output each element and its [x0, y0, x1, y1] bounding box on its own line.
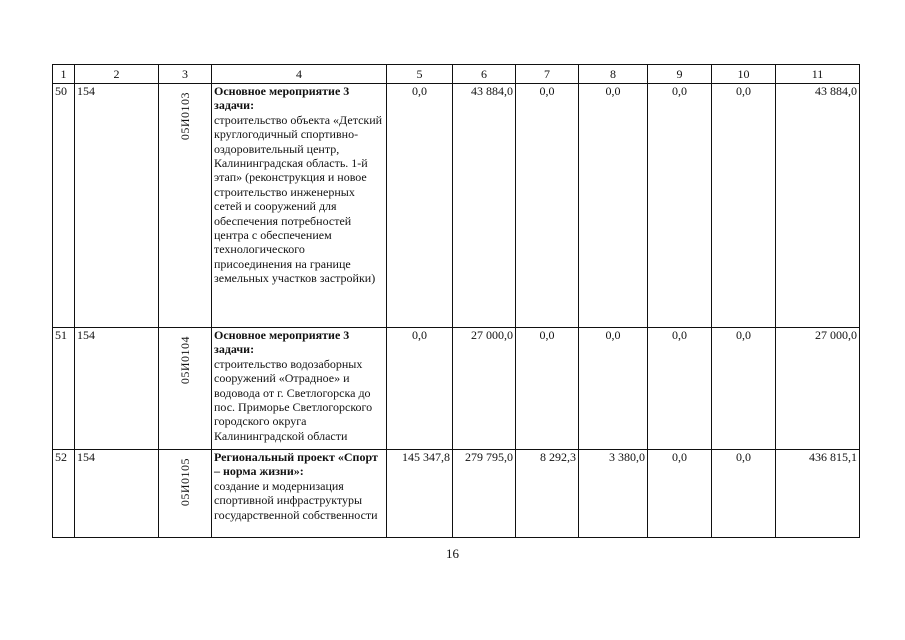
row-description-text: строительство водозаборных сооружений «Отрадное» и водовода от г. Светлогорска до пос. Приморье Светлогорского городского округа Калининградской области [214, 356, 373, 443]
row-code-cell [159, 328, 212, 450]
row-value: 0,0 [712, 450, 776, 538]
header-cell: 5 [387, 65, 453, 84]
row-description-title: Региональный проект «Спорт – норма жизни»: [214, 450, 378, 479]
row-value: 0,0 [516, 84, 579, 328]
row-value: 27 000,0 [776, 328, 860, 450]
row-description-text: создание и модернизация спортивной инфраструктуры государственной собственности [214, 478, 378, 522]
header-cell: 2 [75, 65, 159, 84]
header-cell: 7 [516, 65, 579, 84]
page-number: 16 [446, 546, 459, 561]
row-code: 05И0104 [177, 336, 192, 385]
row-value: 27 000,0 [453, 328, 516, 450]
row-code: 05И0105 [177, 458, 192, 507]
row-value: 0,0 [648, 84, 712, 328]
row-value: 279 795,0 [453, 450, 516, 538]
row-code-cell [159, 450, 212, 538]
row-number: 50 [53, 84, 75, 328]
header-cell: 1 [53, 65, 75, 84]
row-number: 52 [53, 450, 75, 538]
header-cell: 3 [159, 65, 212, 84]
row-value: 8 292,3 [516, 450, 579, 538]
header-cell: 10 [712, 65, 776, 84]
header-cell: 8 [579, 65, 648, 84]
header-cell: 9 [648, 65, 712, 84]
row-value: 43 884,0 [453, 84, 516, 328]
row-value: 436 815,1 [776, 450, 860, 538]
header-cell: 11 [776, 65, 860, 84]
row-value: 0,0 [579, 84, 648, 328]
table-row [53, 450, 860, 538]
row-value: 145 347,8 [387, 450, 453, 538]
budget-table [52, 64, 860, 538]
row-description [212, 84, 387, 328]
row-value: 43 884,0 [776, 84, 860, 328]
row-grbs: 154 [75, 328, 159, 450]
row-value: 0,0 [712, 84, 776, 328]
header-cell: 4 [212, 65, 387, 84]
row-value: 0,0 [648, 450, 712, 538]
row-description [212, 328, 387, 450]
row-code: 05И0103 [177, 92, 192, 141]
row-description-title: Основное мероприятие 3 задачи: [214, 328, 350, 357]
row-value: 0,0 [648, 328, 712, 450]
row-value: 0,0 [712, 328, 776, 450]
table-row [53, 84, 860, 328]
table-row [53, 328, 860, 450]
header-row [53, 65, 860, 84]
row-description [212, 450, 387, 538]
row-grbs: 154 [75, 450, 159, 538]
row-value: 3 380,0 [579, 450, 648, 538]
header-cell: 6 [453, 65, 516, 84]
row-value: 0,0 [387, 84, 453, 328]
row-value: 0,0 [516, 328, 579, 450]
row-value: 0,0 [387, 328, 453, 450]
row-value: 0,0 [579, 328, 648, 450]
row-grbs: 154 [75, 84, 159, 328]
row-code-cell [159, 84, 212, 328]
row-description-text: строительство объекта «Детский круглогодичный спортивно-оздоровительный центр, Калининградская область. 1-й этап» (реконструкция и новое строительство инженерных сетей и сооружений для обеспечения потребностей центра с обеспечением технологического присоединения на границе земельных участков застройки) [214, 112, 383, 286]
row-number: 51 [53, 328, 75, 450]
row-description-title: Основное мероприятие 3 задачи: [214, 84, 350, 113]
